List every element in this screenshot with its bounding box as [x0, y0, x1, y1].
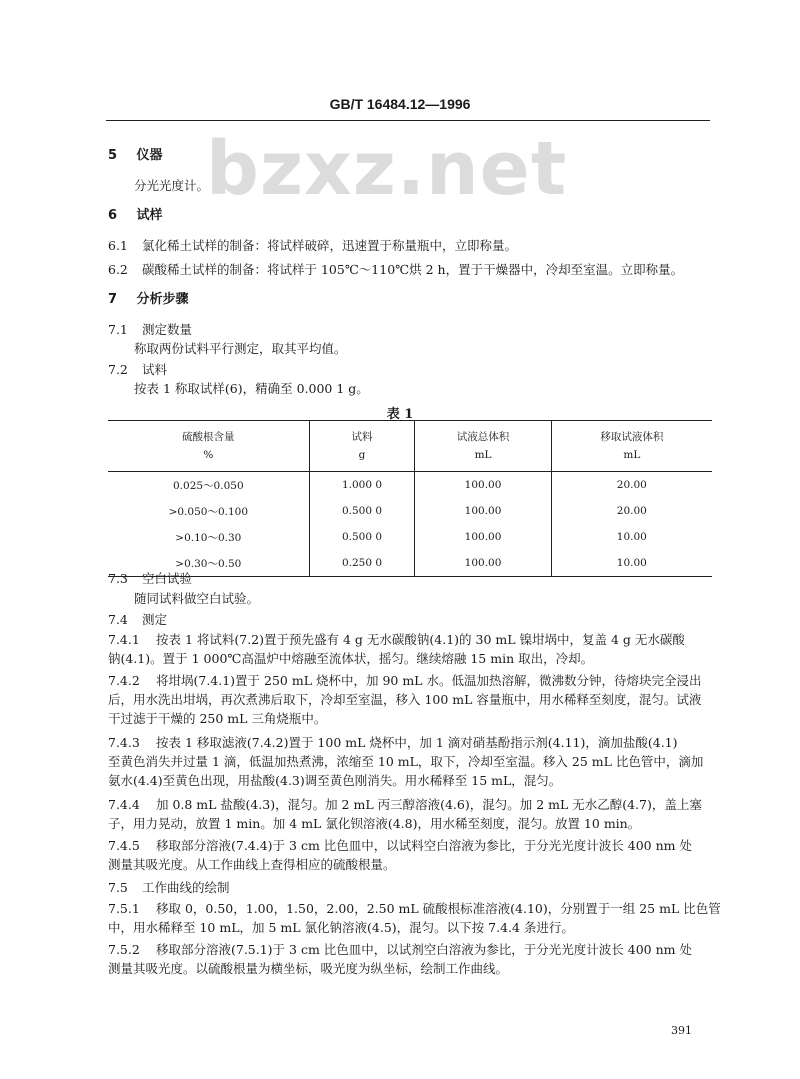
table-cell: 20.00	[551, 472, 712, 499]
clause-number: 7.4.3	[108, 735, 140, 750]
clause-number: 7.4.5	[108, 838, 140, 853]
column-header	[415, 421, 551, 472]
table-header-row	[108, 421, 712, 472]
clause-7-1-heading	[108, 322, 192, 338]
table-cell: >0.10～0.30	[175, 531, 242, 544]
clause-text: 将坩埚(7.4.1)置于 250 mL 烧杯中，加 90 mL 水。低温加热溶解，微沸数分钟，待熔块完全浸出	[155, 673, 702, 688]
sample-mass-table	[108, 420, 712, 577]
clause-7-4-4	[108, 797, 702, 813]
clause-7-4-heading	[108, 612, 167, 628]
clause-7-5-1	[108, 901, 721, 917]
section-5-body: 分光光度计。	[134, 178, 210, 193]
table-cell: 100.00	[415, 524, 551, 550]
table-row	[108, 498, 712, 524]
section-number: 7	[108, 292, 118, 307]
section-5-heading	[108, 148, 163, 164]
clause-6-1	[108, 238, 517, 254]
header-label: 硫酸根含量	[182, 431, 235, 443]
table-cell: 0.500 0	[309, 498, 415, 524]
clause-text: 移取部分溶液(7.5.1)于 3 cm 比色皿中，以试剂空白溶液为参比，于分光光度计波长 400 nm 处	[155, 942, 692, 957]
table-row	[108, 524, 712, 550]
table-cell: 10.00	[551, 524, 712, 550]
clause-7-5-2-cont: 测量其吸光度。以硫酸根量为横坐标，吸光度为纵坐标，绘制工作曲线。	[108, 961, 509, 976]
clause-7-5-heading	[108, 880, 230, 896]
clause-7-5-2	[108, 942, 692, 958]
clause-7-4-2	[108, 673, 701, 689]
clause-number: 7.2	[108, 362, 128, 377]
table-cell: 100.00	[415, 550, 551, 577]
clause-number: 7.4.2	[108, 673, 140, 688]
header-unit: mL	[623, 449, 641, 461]
clause-number: 7.5	[108, 880, 128, 895]
clause-number: 7.4	[108, 612, 128, 627]
clause-7-4-2-cont: 后，用水洗出坩埚，再次煮沸后取下，冷却至室温，移入 100 mL 容量瓶中，用水稀释至刻度，混匀。试液	[108, 692, 702, 707]
clause-7-1-body: 称取两份试料平行测定，取其平均值。	[134, 341, 347, 356]
clause-7-4-1	[108, 632, 685, 648]
clause-7-4-3-cont: 氨水(4.4)至黄色出现，用盐酸(4.3)调至黄色刚消失。用水稀释至 15 mL，混匀。	[108, 773, 562, 788]
header-label: 移取试液体积	[600, 431, 664, 443]
clause-number: 7.1	[108, 322, 128, 337]
clause-7-3-heading	[108, 571, 192, 587]
clause-text: 碳酸稀土试样的制备：将试样于 105℃～110℃烘 2 h，置于干燥器中，冷却至室温。立即称量。	[141, 262, 684, 277]
clause-title: 工作曲线的绘制	[141, 880, 230, 895]
clause-7-4-2-cont: 干过滤于干燥的 250 mL 三角烧瓶中。	[108, 711, 327, 726]
watermark: bzxz.net	[206, 126, 568, 212]
clause-number: 7.5.1	[108, 901, 140, 916]
clause-title: 空白试验	[141, 571, 192, 586]
clause-number: 6.1	[108, 238, 128, 253]
clause-title: 测定	[141, 612, 167, 627]
column-header	[309, 421, 415, 472]
table-cell: 100.00	[415, 498, 551, 524]
column-header	[108, 421, 309, 472]
clause-7-3-body: 随同试料做空白试验。	[134, 591, 260, 606]
clause-number: 7.5.2	[108, 942, 140, 957]
table-caption: 表 1	[386, 407, 414, 422]
header-unit: mL	[474, 449, 492, 461]
section-7-heading	[108, 292, 189, 308]
section-number: 5	[108, 148, 118, 163]
table-row	[108, 550, 712, 577]
clause-text: 氯化稀土试样的制备：将试样破碎，迅速置于称量瓶中，立即称量。	[141, 238, 517, 253]
clause-7-4-5-cont: 测量其吸光度。从工作曲线上查得相应的硫酸根量。	[108, 857, 396, 872]
clause-number: 7.4.1	[108, 632, 140, 647]
table-cell: 0.025～0.050	[173, 479, 244, 492]
clause-number: 6.2	[108, 262, 128, 277]
header-label: 试料	[351, 431, 373, 443]
header-rule	[106, 120, 710, 121]
table-cell: 0.500 0	[309, 524, 415, 550]
section-6-heading	[108, 208, 163, 224]
table-cell: 10.00	[551, 550, 712, 577]
clause-7-4-4-cont: 子，用力晃动，放置 1 min。加 4 mL 氯化钡溶液(4.8)，用水稀至刻度，混匀。放置 10 min。	[108, 816, 641, 831]
header-label: 试液总体积	[456, 431, 510, 443]
section-title: 试样	[136, 208, 163, 223]
clause-7-4-5	[108, 838, 692, 854]
clause-7-2-body: 按表 1 称取试样(6)，精确至 0.000 1 g。	[134, 381, 369, 396]
table-cell: 1.000 0	[309, 472, 415, 499]
page-header: GB/T 16484.12—1996	[329, 96, 471, 112]
table-cell: >0.30～0.50	[108, 550, 309, 577]
clause-number: 7.4.4	[108, 797, 140, 812]
clause-number: 7.3	[108, 571, 128, 586]
clause-text: 移取 0，0.50，1.00，1.50，2.00，2.50 mL 硫酸根标准溶液(4.10)，分别置于一组 25 mL 比色管	[155, 901, 721, 916]
table-cell: 100.00	[415, 472, 551, 499]
clause-text: 按表 1 移取滤液(7.4.2)置于 100 mL 烧杯中，加 1 滴对硝基酚指示剂(4.11)，滴加盐酸(4.1)	[155, 735, 678, 750]
table-cell: 20.00	[551, 498, 712, 524]
page-number: 391	[671, 1024, 692, 1037]
section-title: 分析步骤	[136, 292, 189, 307]
clause-title: 试料	[141, 362, 167, 377]
header-unit: g	[358, 449, 366, 461]
section-number: 6	[108, 208, 118, 223]
clause-text: 加 0.8 mL 盐酸(4.3)，混匀。加 2 mL 丙三醇溶液(4.6)，混匀。加 2 mL 无水乙醇(4.7)，盖上塞	[155, 797, 702, 812]
clause-6-2	[108, 262, 683, 278]
clause-text: 按表 1 将试料(7.2)置于预先盛有 4 g 无水碳酸钠(4.1)的 30 mL 镍坩埚中，复盖 4 g 无水碳酸	[155, 632, 685, 647]
table-cell: >0.050～0.100	[168, 505, 249, 518]
header-unit: %	[203, 449, 214, 461]
clause-title: 测定数量	[141, 322, 192, 337]
column-header	[551, 421, 712, 472]
clause-7-4-3-cont: 至黄色消失并过量 1 滴，低温加热煮沸，浓缩至 10 mL，取下，冷却至室温。移入 25 mL 比色管中，滴加	[108, 754, 704, 769]
section-title: 仪器	[136, 148, 163, 163]
clause-7-4-3	[108, 735, 678, 751]
clause-7-4-1-cont: 钠(4.1)。置于 1 000℃高温炉中熔融至流体状，摇匀。继续熔融 15 min 取出，冷却。	[108, 651, 594, 666]
clause-7-2-heading	[108, 362, 167, 378]
table-cell: 0.250 0	[309, 550, 415, 577]
table-row	[108, 472, 712, 499]
clause-text: 移取部分溶液(7.4.4)于 3 cm 比色皿中，以试料空白溶液为参比，于分光光度计波长 400 nm 处	[155, 838, 692, 853]
clause-7-5-1-cont: 中，用水稀释至 10 mL，加 5 mL 氯化钠溶液(4.5)，混匀。以下按 7.4.4 条进行。	[108, 920, 574, 935]
